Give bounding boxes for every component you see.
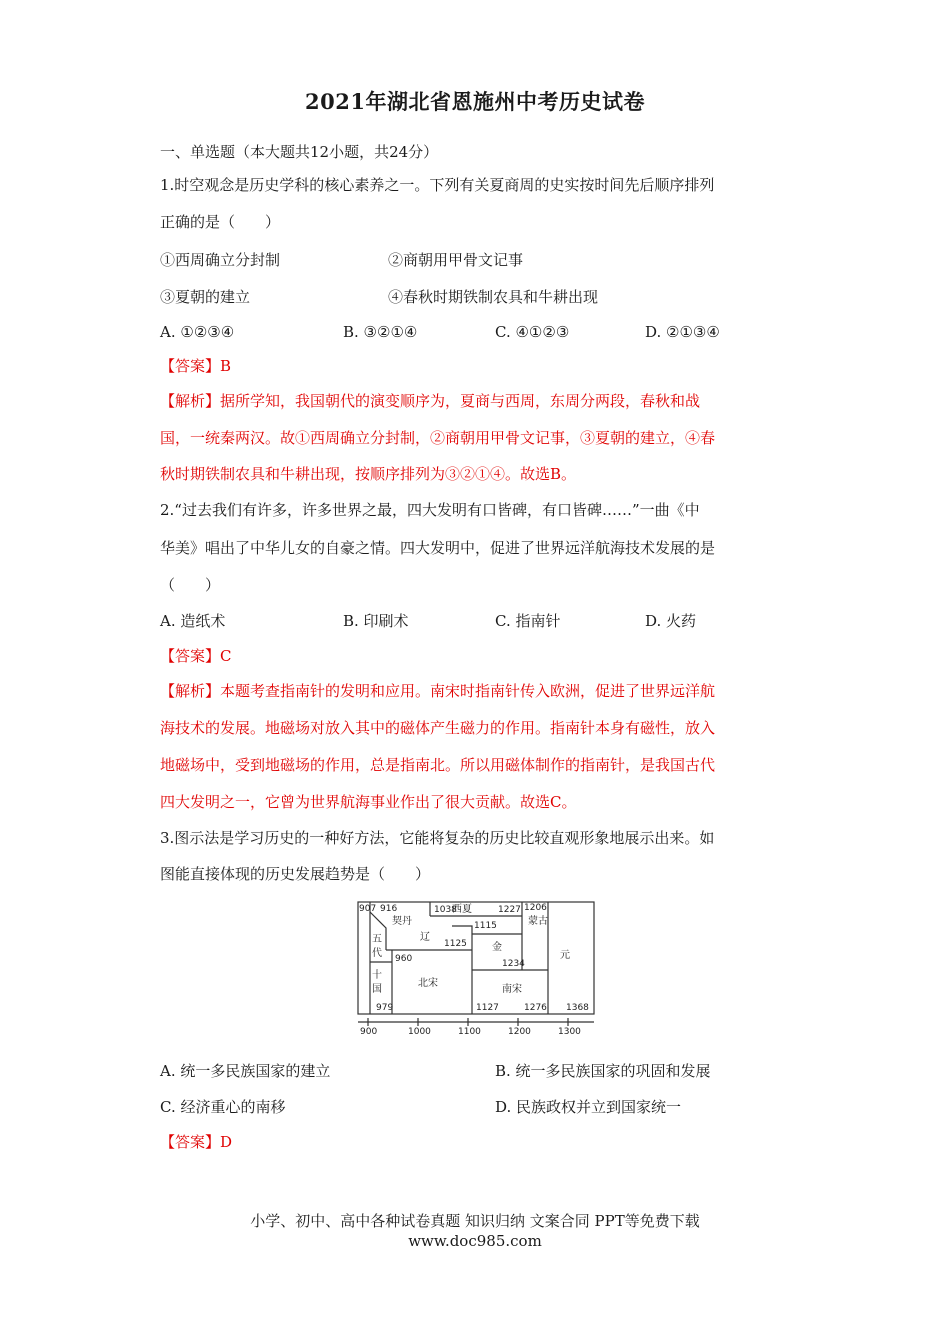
- label-year-907: 907: [359, 904, 377, 914]
- label-year-1234: 1234: [502, 959, 525, 969]
- timeline-diagram: [352, 898, 602, 1034]
- answer-tag: 【答案】: [160, 357, 221, 375]
- q3-stem-line2: 图能直接体现的历史发展趋势是（ ）: [160, 865, 431, 883]
- label-wudai-1: 五: [372, 934, 382, 945]
- footer-promo-text: 小学、初中、高中各种试卷真题 知识归纳 文案合同 PPT等免费下载: [250, 1212, 700, 1230]
- q2-analysis-line4: 四大发明之一，它曾为世界航海事业作出了很大贡献。故选C。: [160, 793, 577, 811]
- label-year-916: 916: [380, 904, 398, 914]
- label-xixia: 西夏: [452, 904, 472, 915]
- q1-stem-line2: 正确的是（ ）: [160, 213, 281, 231]
- q1-analysis-line1: [160, 391, 700, 411]
- q1-option-b: B. ③②①④: [343, 323, 418, 341]
- label-shiguo-1: 十: [372, 970, 382, 981]
- axis-tick-1000: 1000: [408, 1027, 431, 1034]
- q1-item-1: ①西周确立分封制: [160, 251, 281, 269]
- answer-value: B: [220, 357, 232, 375]
- q2-stem-line2: 华美》唱出了中华儿女的自豪之情。四大发明中，促进了世界远洋航海技术发展的是: [160, 539, 716, 557]
- label-wudai-2: 代: [372, 948, 382, 959]
- dynasty-timeline-figure: [352, 898, 602, 1034]
- label-shiguo-2: 国: [372, 984, 382, 995]
- axis-tick-1100: 1100: [458, 1027, 481, 1034]
- q3-stem-line1: 3.图示法是学习历史的一种好方法，它能将复杂的历史比较直观形象地展示出来。如: [160, 829, 715, 847]
- q3-option-c: C. 经济重心的南移: [160, 1098, 286, 1116]
- q1-option-d: D. ②①③④: [645, 323, 720, 341]
- q2-analysis-line3: 地磁场中，受到地磁场的作用，总是指南北。所以用磁体制作的指南针，是我国古代: [160, 756, 716, 774]
- q1-item-3: ③夏朝的建立: [160, 288, 251, 306]
- q2-analysis-line2: 海技术的发展。地磁场对放入其中的磁体产生磁力的作用。指南针本身有磁性，放入: [160, 719, 716, 737]
- q2-stem-line1: 2.“过去我们有许多，许多世界之最，四大发明有口皆碑，有口皆碑……”一曲《中: [160, 501, 700, 519]
- q2-answer: [160, 646, 232, 666]
- label-year-1368: 1368: [566, 1003, 589, 1013]
- q2-option-b: B. 印刷术: [343, 612, 409, 630]
- label-liao: 辽: [420, 932, 430, 943]
- label-menggu: 蒙古: [528, 916, 548, 927]
- label-year-1276: 1276: [524, 1003, 547, 1013]
- axis-tick-1200: 1200: [508, 1027, 531, 1034]
- q1-analysis-line2: 国，一统秦两汉。故①西周确立分封制，②商朝用甲骨文记事，③夏朝的建立，④春: [160, 429, 716, 447]
- page-title: 2021年湖北省恩施州中考历史试卷: [305, 89, 645, 114]
- label-qidan: 契丹: [392, 916, 412, 927]
- label-beisong: 北宋: [418, 978, 438, 989]
- answer-value: D: [220, 1133, 233, 1151]
- q2-stem-line3: （ ）: [160, 576, 221, 594]
- analysis-text: 据所学知，我国朝代的演变顺序为，夏商与西周，东周分两段，春秋和战: [220, 392, 701, 410]
- axis-tick-900: 900: [360, 1027, 378, 1034]
- analysis-text: 本题考查指南针的发明和应用。南宋时指南针传入欧洲，促进了世界远洋航: [220, 682, 716, 700]
- footer-website-link[interactable]: www.doc985.com: [408, 1232, 542, 1250]
- q1-answer: [160, 356, 231, 376]
- q3-option-d: D. 民族政权并立到国家统一: [495, 1098, 682, 1116]
- q1-option-c: C. ④①②③: [495, 323, 570, 341]
- axis-tick-1300: 1300: [558, 1027, 581, 1034]
- label-jin: 金: [492, 942, 502, 953]
- q2-analysis-line1: [160, 681, 715, 701]
- label-nansong: 南宋: [502, 984, 522, 995]
- answer-value: C: [220, 647, 232, 665]
- label-yuan: 元: [560, 950, 570, 961]
- section-heading: 一、单选题（本大题共12小题，共24分）: [160, 143, 439, 161]
- answer-tag: 【答案】: [160, 647, 221, 665]
- label-year-979: 979: [376, 1003, 394, 1013]
- q3-answer: [160, 1132, 232, 1152]
- answer-tag: 【答案】: [160, 1133, 221, 1151]
- q3-option-b: B. 统一多民族国家的巩固和发展: [495, 1062, 711, 1080]
- label-year-1125: 1125: [444, 939, 467, 949]
- q2-option-d: D. 火药: [645, 612, 697, 630]
- q3-option-a: A. 统一多民族国家的建立: [160, 1062, 331, 1080]
- label-year-1115: 1115: [474, 921, 497, 931]
- q2-option-c: C. 指南针: [495, 612, 561, 630]
- label-year-1038: 1038: [434, 905, 457, 915]
- q2-option-a: A. 造纸术: [160, 612, 226, 630]
- label-year-960: 960: [395, 954, 413, 964]
- q1-analysis-line3: 秋时期铁制农具和牛耕出现，按顺序排列为③②①④。故选B。: [160, 465, 577, 483]
- q1-item-4: ④春秋时期铁制农具和牛耕出现: [388, 288, 599, 306]
- q1-option-a: A. ①②③④: [160, 323, 235, 341]
- label-year-1206: 1206: [524, 903, 547, 913]
- analysis-tag: 【解析】: [160, 682, 221, 700]
- q1-stem-line1: 1.时空观念是历史学科的核心素养之一。下列有关夏商周的史实按时间先后顺序排列: [160, 176, 715, 194]
- label-year-1227: 1227: [498, 905, 521, 915]
- label-year-1127: 1127: [476, 1003, 499, 1013]
- analysis-tag: 【解析】: [160, 392, 221, 410]
- q1-item-2: ②商朝用甲骨文记事: [388, 251, 524, 269]
